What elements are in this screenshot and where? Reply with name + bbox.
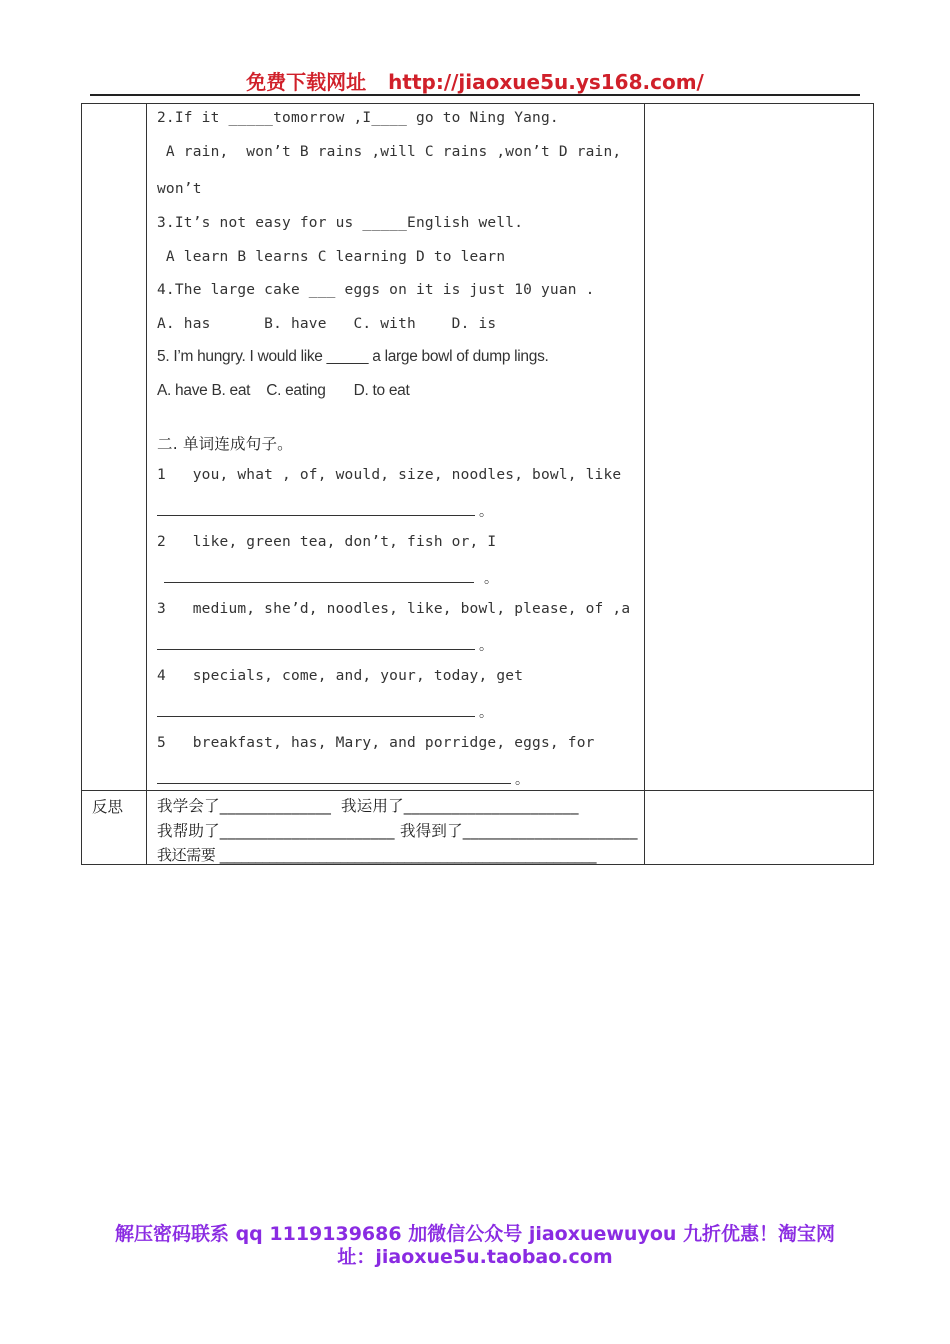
sentence-item-3: 3 medium, she’d, noodles, like, bowl, please, of ,a	[157, 601, 631, 617]
period-4: 。	[479, 705, 493, 721]
reflection-learned: 我学会了______________	[157, 797, 332, 815]
footer-line-2: 址：jiaoxue5u.taobao.com	[337, 1246, 613, 1268]
sentence-item-2: 2 like, green tea, don’t, fish or, I	[157, 534, 497, 550]
question-4-options: A. has B. have C. with D. is	[157, 316, 497, 332]
answer-line-5[interactable]	[157, 783, 511, 784]
sentence-item-4: 4 specials, come, and, your, today, get	[157, 668, 524, 684]
question-2-options-cont: won’t	[157, 181, 202, 197]
period-3: 。	[479, 638, 493, 654]
question-3-options: A learn B learns C learning D to learn	[157, 249, 506, 265]
question-4: 4.The large cake ___ eggs on it is just 10 yuan .	[157, 282, 595, 298]
reflection-helped: 我帮助了______________________	[157, 822, 395, 840]
question-3: 3.It’s not easy for us _____English well.	[157, 215, 524, 231]
exercise-cell	[147, 104, 645, 791]
reflection-label-cell	[82, 791, 147, 865]
notes-cell-empty	[645, 104, 874, 791]
reflection-needs: 我还需要 _____________________________________________________	[157, 846, 597, 864]
header-url-link[interactable]: http://jiaoxue5u.ys168.com/	[388, 70, 704, 94]
side-cell-empty	[82, 104, 147, 791]
exercise-row	[82, 104, 874, 791]
period-2: 。	[484, 571, 498, 587]
answer-line-2[interactable]	[164, 582, 474, 583]
sentence-item-5: 5 breakfast, has, Mary, and porridge, eggs, for	[157, 735, 595, 751]
section-2-title: 二. 单词连成句子。	[157, 435, 293, 453]
answer-line-1[interactable]	[157, 515, 475, 516]
reflection-applied: 我运用了______________________	[341, 797, 579, 815]
period-5: 。	[515, 772, 529, 788]
page-header	[0, 66, 950, 95]
sentence-item-1: 1 you, what , of, would, size, noodles, bowl, like	[157, 467, 622, 483]
reflection-content-cell	[147, 791, 645, 865]
reflection-label: 反思	[92, 798, 124, 816]
period-1: 。	[479, 504, 493, 520]
answer-line-3[interactable]	[157, 649, 475, 650]
header-rule	[90, 94, 860, 96]
footer-line-1: 解压密码联系 qq 1119139686 加微信公众号 jiaoxuewuyou 九折优惠！淘宝网	[114, 1223, 836, 1245]
reflection-gained: 我得到了______________________	[400, 822, 638, 840]
worksheet-table	[81, 103, 874, 865]
header-title: 免费下载网址	[246, 70, 367, 94]
answer-line-4[interactable]	[157, 716, 475, 717]
reflection-row	[82, 791, 874, 865]
question-5-options: A. have B. eat C. eating D. to eat	[157, 382, 410, 399]
question-2: 2.If it _____tomorrow ,I____ go to Ning Yang.	[157, 110, 559, 126]
reflection-notes-cell	[645, 791, 874, 865]
question-2-options: A rain, won’t B rains ,will C rains ,won’t D rain,	[157, 144, 622, 160]
question-5: 5. I’m hungry. I would like _____ a large bowl of dump lings.	[157, 348, 549, 365]
